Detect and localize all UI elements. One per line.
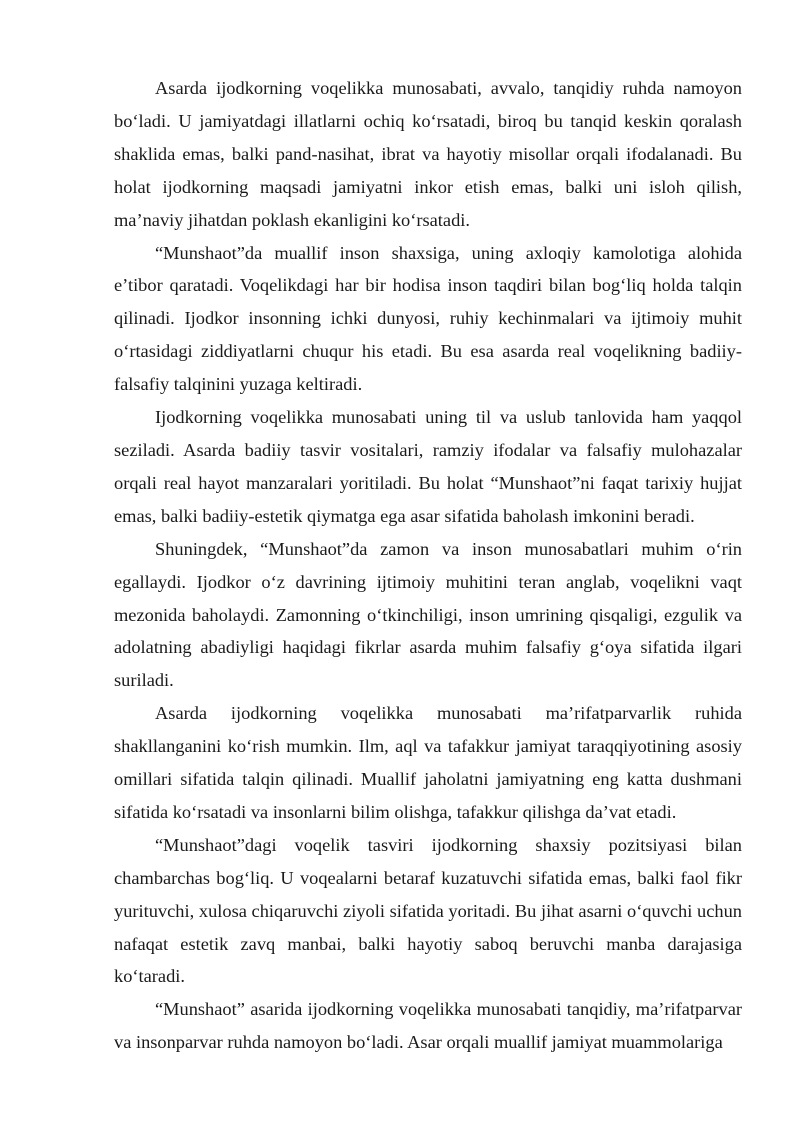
paragraph-5: Asarda ijodkorning voqelikka munosabati ma’rifatparvarlik ruhida shakllanganini ko‘rish mumkin. Ilm, aql va tafakkur jamiyat taraqqiyotining asosiy omillari sifatida talqin qilinadi. Muallif jaholatni jamiyatning eng katta dushmani sifatida ko‘rsatadi va insonlarni bilim olishga, tafakkur qilishga da’vat etadi.	[114, 703, 742, 822]
paragraph-3: Ijodkorning voqelikka munosabati uning til va uslub tanlovida ham yaqqol seziladi. Asarda badiiy tasvir vositalari, ramziy ifodalar va falsafiy mulohazalar orqali real hayot manzaralari yoritiladi. Bu holat “Munshaot”ni faqat tarixiy hujjat emas, balki badiiy-estetik qiymatga ega asar sifatida baholash imkonini beradi.	[114, 407, 742, 526]
paragraph-7: “Munshaot” asarida ijodkorning voqelikka munosabati tanqidiy, ma’rifatparvar va insonparvar ruhda namoyon bo‘ladi. Asar orqali muallif jamiyat muammolariga	[114, 999, 742, 1053]
paragraph-1: Asarda ijodkorning voqelikka munosabati, avvalo, tanqidiy ruhda namoyon bo‘ladi. U jamiyatdagi illatlarni ochiq ko‘rsatadi, biroq bu tanqid keskin qoralash shaklida emas, balki pand-nasihat, ibrat va hayotiy misollar orqali ifodalanadi. Bu holat ijodkorning maqsadi jamiyatni inkor etish emas, balki uni isloh qilish, ma’naviy jihatdan poklash ekanligini ko‘rsatadi.	[114, 78, 742, 230]
document-body	[114, 72, 742, 1059]
paragraph-6: “Munshaot”dagi voqelik tasviri ijodkorning shaxsiy pozitsiyasi bilan chambarchas bog‘liq. U voqealarni betaraf kuzatuvchi sifatida emas, balki faol fikr yurituvchi, xulosa chiqaruvchi ziyoli sifatida yoritadi. Bu jihat asarni o‘quvchi uchun nafaqat estetik zavq manbai, balki hayotiy saboq beruvchi manba darajasiga ko‘taradi.	[114, 834, 742, 987]
paragraph-2: “Munshaot”da muallif inson shaxsiga, uning axloqiy kamolotiga alohida e’tibor qaratadi. Voqelikdagi har bir hodisa inson taqdiri bilan bog‘liq holda talqin qilinadi. Ijodkor insonning ichki dunyosi, ruhiy kechinmalari va ijtimoiy muhit o‘rtasidagi ziddiyatlarni chuqur his etadi. Bu esa asarda real voqelikning badiiy-falsafiy talqinini yuzaga keltiradi.	[114, 242, 742, 395]
paragraph-4: Shuningdek, “Munshaot”da zamon va inson munosabatlari muhim o‘rin egallaydi. Ijodkor o‘z davrining ijtimoiy muhitini teran anglab, voqelikni vaqt mezonida baholaydi. Zamonning o‘tkinchiligi, inson umrining qisqaligi, ezgulik va adolatning abadiyligi haqidagi fikrlar asarda muhim falsafiy g‘oya sifatida ilgari suriladi.	[114, 538, 742, 691]
